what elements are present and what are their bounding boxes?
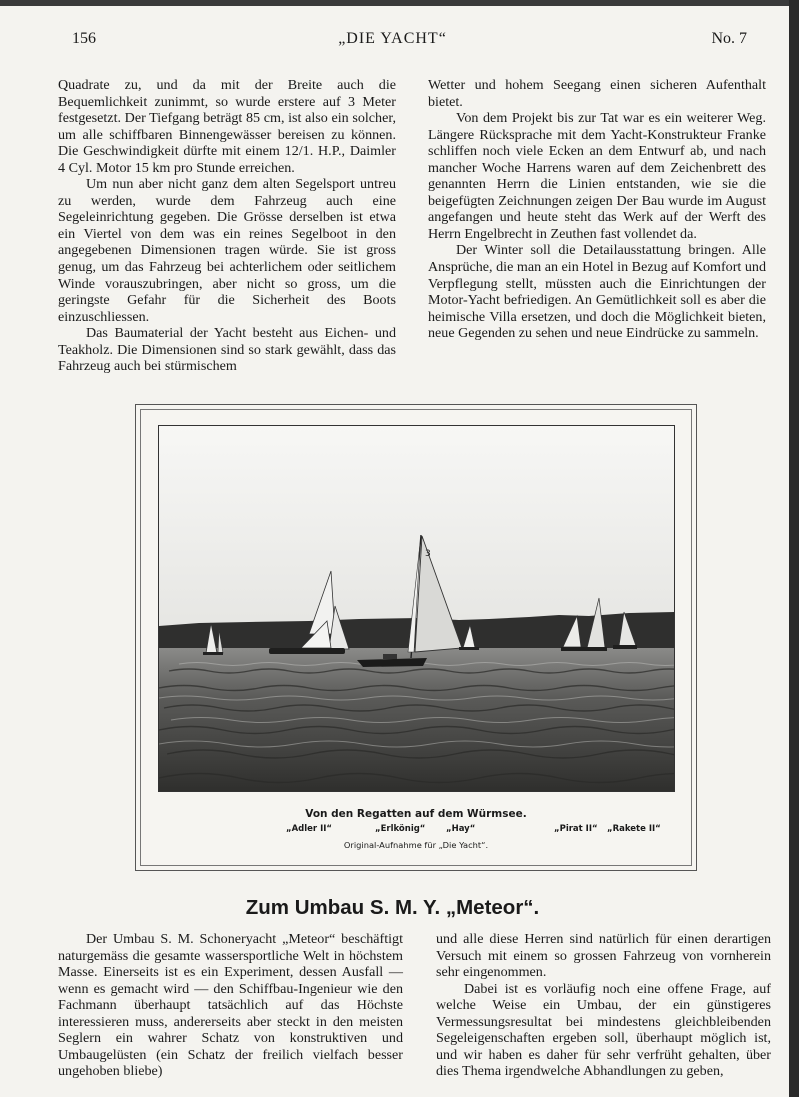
running-head bbox=[0, 30, 785, 54]
top-left-column bbox=[58, 77, 396, 375]
issue-number: No. 7 bbox=[711, 30, 747, 47]
boat-name-label: „Rakete II“ bbox=[607, 824, 661, 834]
boat-name-label: „Hay“ bbox=[446, 824, 476, 834]
scan-right-edge bbox=[789, 0, 799, 1097]
paragraph: Dabei ist es vorläufig noch eine offene Frage, auf welche Weise ein Umbau, der ein günstigeres Vermessungsresultat bei mindestens gleichbleibenden Segeleigenschaften ergeben soll, überhaupt möglich ist, und wir haben es daher für sehr verfrüht gehalten, über dies Thema irgendwelche Abhandlungen zu geben, bbox=[436, 980, 771, 1080]
article-title: Zum Umbau S. M. Y. „Meteor“. bbox=[245, 896, 540, 919]
boat-name-label: „Pirat II“ bbox=[554, 824, 598, 834]
journal-title: „DIE YACHT“ bbox=[338, 30, 447, 47]
paragraph: Quadrate zu, und da mit der Breite auch die Bequemlichkeit zunimmt, so wurde erstere auf 3 Meter festgesetzt. Der Tiefgang beträgt 85 cm, ist also ein solcher, um alle schiffbaren Binnengewässer bereisen zu können. Die Geschwindigkeit dürfte mit einem 12/1. H.P., Daimler 4 Cyl. Motor 15 km pro Stunde erreichen. bbox=[58, 77, 396, 176]
regatta-photograph bbox=[158, 425, 675, 792]
page-number: 156 bbox=[72, 30, 96, 47]
paragraph: und alle diese Herren sind natürlich für einen derartigen Versuch mit einem so grossen Fahrzeug von vornherein sehr eingenommen. bbox=[436, 931, 771, 981]
paragraph: Um nun aber nicht ganz dem alten Segelsport untreu zu werden, wurde dem Fahrzeug auch eine Segeleinrichtung gegeben. Die Grösse derselben ist etwa ein Viertel von dem was ein reines Segelboot in den angegebenen Dimensionen tragen würde. Sie ist gross genug, um das Fahrzeug bei achterlichem oder seitlichem Winde vorauszubringen, aber nicht so gross, um die geringste Gefahr für die Sicherheit des Boots einzuschliessen. bbox=[58, 176, 396, 325]
scan-top-edge bbox=[0, 0, 799, 6]
figure-caption: Von den Regatten auf dem Würmsee. bbox=[305, 808, 527, 820]
top-right-column bbox=[428, 77, 766, 342]
paragraph: Der Umbau S. M. Schoneryacht „Meteor“ beschäftigt naturgemäss die gesamte wassersportliche Welt in höchstem Masse. Einerseits ist es ein Experiment, dessen Ausfall — wenn es gemacht wird — den Schiffbau-Ingenieur wie den Fachmann überhaupt tatsächlich auf das Höchste interessieren muss, andererseits aber steckt in den meisten Seglern ein wahrer Schatz von konstruktiven und Umbaugelüsten (ein Schatz der freilich vielfach besser ungehoben bliebe) bbox=[58, 931, 403, 1080]
photo-credit: Original-Aufnahme für „Die Yacht“. bbox=[343, 840, 489, 850]
paragraph: Wetter und hohem Seegang einen sicheren Aufenthalt bietet. bbox=[428, 77, 766, 110]
article-right-column bbox=[436, 931, 771, 1080]
svg-text:3: 3 bbox=[425, 549, 431, 559]
article-left-column bbox=[58, 931, 403, 1080]
boat-name-label: „Erlkönig“ bbox=[375, 824, 426, 834]
paragraph: Von dem Projekt bis zur Tat war es ein weiterer Weg. Längere Rücksprache mit dem Yacht-Konstrukteur Franke schliffen noch viele Ecken an dem Entwurf ab, und nach mancher Woche Harrens waren auf dem Zeichenbrett des genannten Herrn die Linien entstanden, wie sie die beigefügten Zeichnungen zeigen Der Bau wurde im August angefangen und heute steht das Werk auf der Werft des Herrn Engelbrecht in Zeuthen fast vollendet da. bbox=[428, 110, 766, 242]
paragraph: Der Winter soll die Detailausstattung bringen. Alle Ansprüche, die man an ein Hotel in Bezug auf Komfort und Verpflegung stellt, müssten auch die Einrichtungen der Motor-Yacht befriedigen. An Gemütlichkeit soll es aber die heimische Villa ersetzen, und doch die Möglichkeit bieten, neue Gegenden zu sehen und neue Eindrücke zu sammeln. bbox=[428, 242, 766, 342]
boat-name-label: „Adler II“ bbox=[286, 824, 332, 834]
paragraph: Das Baumaterial der Yacht besteht aus Eichen- und Teakholz. Die Dimensionen sind so stark gewählt, dass das Fahrzeug auch bei stürmischem bbox=[58, 325, 396, 375]
